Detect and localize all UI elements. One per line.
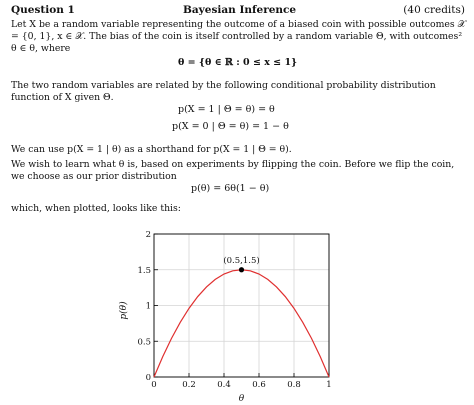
credits-label: (40 credits) <box>403 4 465 16</box>
cond-prob-x1-equation: p(X = 1 | Θ = θ) = θ <box>178 104 275 115</box>
x-tick-label: 1 <box>326 380 332 390</box>
y-tick-label: 1.5 <box>137 265 151 276</box>
x-tick-label: 0 <box>151 380 157 390</box>
series-line-prior <box>154 270 329 377</box>
x-axis-label: θ <box>238 394 245 404</box>
theta-set-equation: θ = {θ ∈ ℝ : 0 ≤ x ≤ 1} <box>178 57 298 68</box>
y-tick-label: 0 <box>145 373 151 383</box>
prior-equation: p(θ) = 6θ(1 − θ) <box>191 183 270 194</box>
max-point-label: (0.5,1.5) <box>223 255 260 266</box>
prior-paragraph: We wish to learn what θ is, based on experiments by flipping the coin. Before we flip the coin, we choose as our prior distribution <box>11 159 455 182</box>
relation-paragraph: The two random variables are related by the following conditional probability distribution function of X given Θ. <box>11 80 436 103</box>
x-tick-label: 0.8 <box>287 380 301 390</box>
question-label: Question 1 <box>11 4 75 16</box>
y-tick-label: 2 <box>145 230 151 240</box>
x-tick-label: 0.4 <box>217 380 231 390</box>
section-title: Bayesian Inference <box>183 4 297 16</box>
max-point-marker <box>239 267 244 272</box>
x-tick-label: 0.2 <box>182 380 196 390</box>
shorthand-paragraph: We can use p(X = 1 | θ) as a shorthand for p(X = 1 | Θ = θ). <box>11 144 292 155</box>
y-tick-label: 1 <box>145 301 151 312</box>
y-axis-label: p(θ) <box>119 301 129 320</box>
plot-intro-paragraph: which, when plotted, looks like this: <box>11 203 181 214</box>
x-tick-label: 0.6 <box>252 380 266 390</box>
y-tick-label: 0.5 <box>137 337 151 348</box>
cond-prob-x0-equation: p(X = 0 | Θ = θ) = 1 − θ <box>172 121 289 132</box>
intro-paragraph: Let X be a random variable representing the outcome of a biased coin with possible outcomes 𝒳 = {0, 1}, x ∈ 𝒳. The bias of the coin is itself controlled by a random variable Θ, with outcomes² θ ∈ θ, where <box>11 19 466 54</box>
